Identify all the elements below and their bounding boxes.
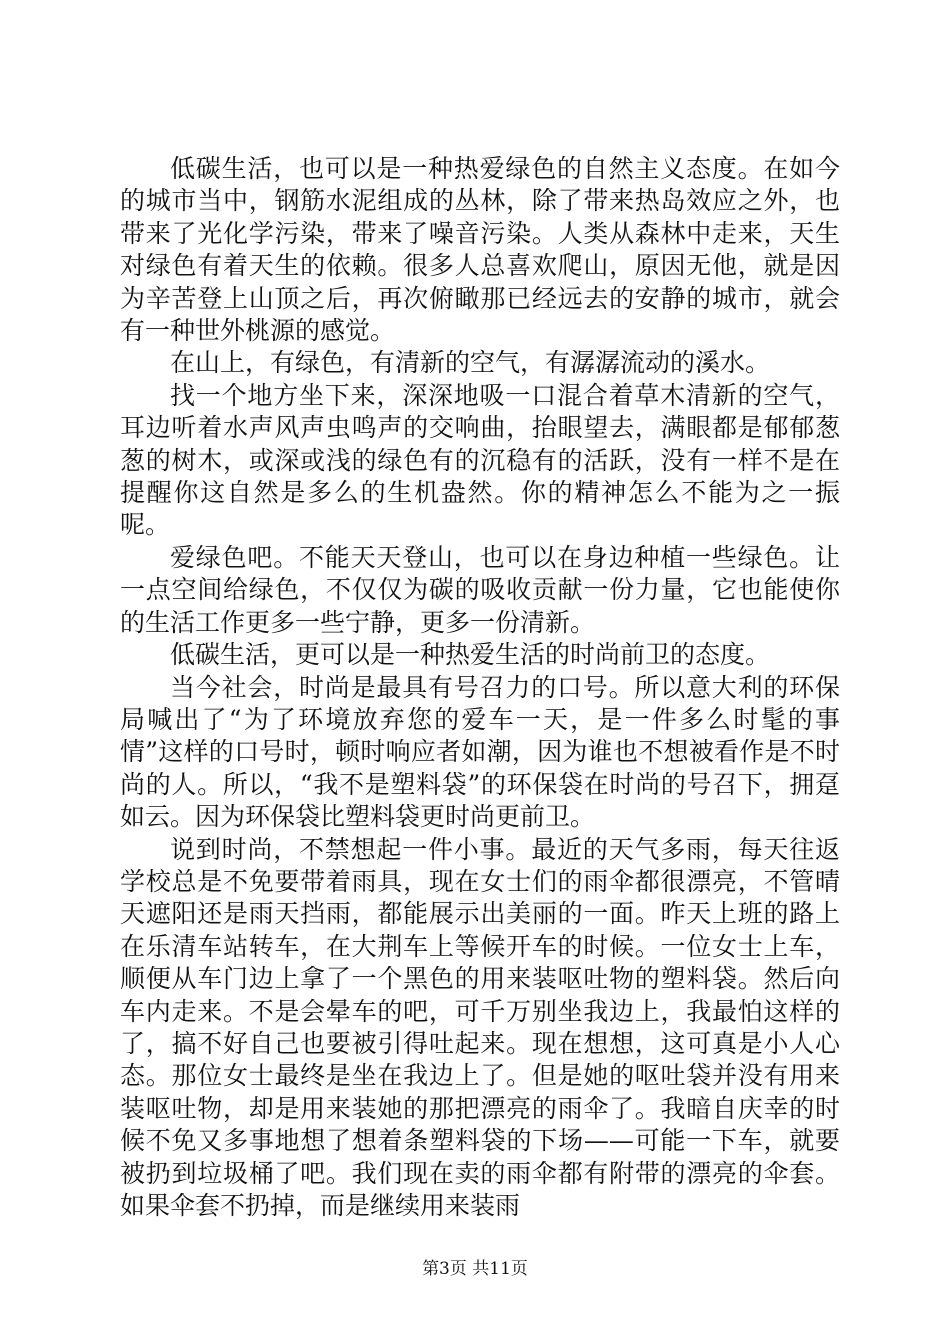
paragraph: 爱绿色吧。不能天天登山，也可以在身边种植一些绿色。让一点空间给绿色，不仅仅为碳的吸收贡献一份力量，它也能使你的生活工作更多一些宁静，更多一份清新。 (120, 542, 840, 637)
page-footer: 第3页 共11页 (422, 1259, 528, 1279)
paragraph: 在山上，有绿色，有清新的空气，有潺潺流动的溪水。 (170, 348, 771, 378)
paragraph: 当今社会，时尚是最具有号召力的口号。所以意大利的环保局喊出了“为了环境放弃您的爱车一天，是一件多么时髦的事情”这样的口号时，顿时响应者如潮，因为谁也不想被看作是不时尚的人。所以，“我不是塑料袋”的环保袋在时尚的号召下，拥趸如云。因为环保袋比塑料袋更时尚更前卫。 (120, 672, 840, 832)
paragraph: 低碳生活，更可以是一种热爱生活的时尚前卫的态度。 (170, 640, 771, 670)
paragraph: 说到时尚，不禁想起一件小事。最近的天气多雨，每天往返学校总是不免要带着雨具，现在女士们的雨伞都很漂亮，不管晴天遮阳还是雨天挡雨，都能展示出美丽的一面。昨天上班的路上在乐清车站转车，在大荆车上等候开车的时候。一位女士上车，顺便从车门边上拿了一个黑色的用来装呕吐物的塑料袋。然后向车内走来。不是会晕车的吧，可千万别坐我边上，我最怕这样的了，搞不好自己也要被引得吐起来。现在想想，这可真是小人心态。那位女士最终是坐在我边上了。但是她的呕吐袋并没有用来装呕吐物，却是用来装她的那把漂亮的雨伞了。我暗自庆幸的时候不免又多事地想了想着条塑料袋的下场——可能一下车，就要被扔到垃圾桶了吧。我们现在卖的雨伞都有附带的漂亮的伞套。如果伞套不扔掉，而是继续用来装雨 (120, 834, 840, 1220)
body-text (120, 153, 840, 1222)
paragraph: 低碳生活，也可以是一种热爱绿色的自然主义态度。在如今的城市当中，钢筋水泥组成的丛林，除了带来热岛效应之外，也带来了光化学污染，带来了噪音污染。人类从森林中走来，天生对绿色有着天生的依赖。很多人总喜欢爬山，原因无他，就是因为辛苦登上山顶之后，再次俯瞰那已经远去的安静的城市，就会有一种世外桃源的感觉。 (120, 154, 840, 346)
paragraph: 找一个地方坐下来，深深地吸一口混合着草木清新的空气，耳边听着水声风声虫鸣声的交响曲，抬眼望去，满眼都是郁郁葱葱的树木，或深或浅的绿色有的沉稳有的活跃，没有一样不是在提醒你这自然是多么的生机盎然。你的精神怎么不能为之一振呢。 (120, 380, 840, 540)
